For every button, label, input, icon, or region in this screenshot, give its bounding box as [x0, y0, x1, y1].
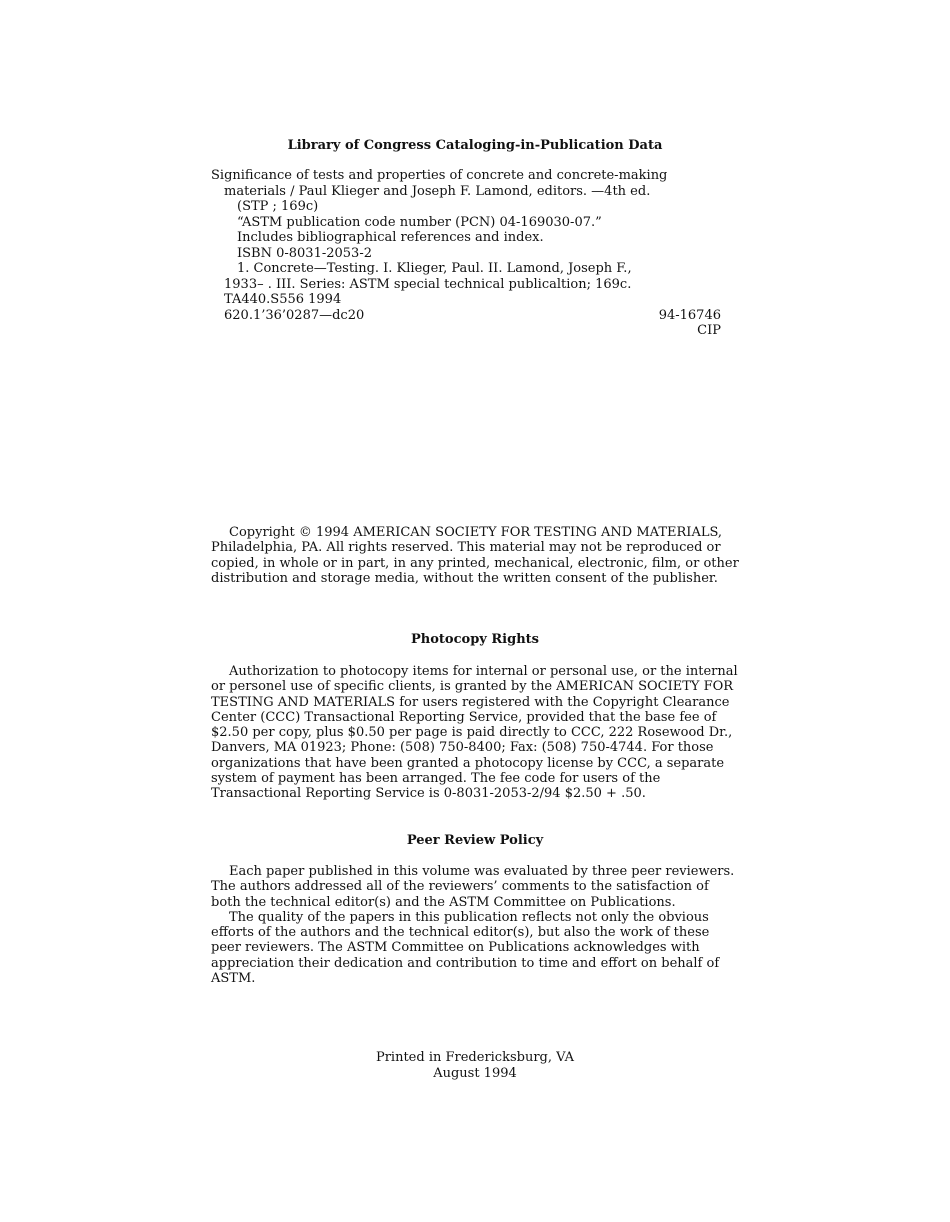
cip-pcn-line: “ASTM publication code number (PCN) 04-169030-07.” [237, 214, 602, 230]
peer-review-paragraph-1: Each paper published in this volume was evaluated by three peer reviewers. The authors addressed all of the reviewers’ comments to the satisfaction of both the technical editor(s) and the ASTM Committee on Publications. [211, 864, 735, 910]
cip-label: CIP [697, 323, 721, 338]
cip-heading: Library of Congress Cataloging-in-Publication Data [287, 138, 663, 153]
peer-review-paragraph-2: The quality of the papers in this publication reflects not only the obvious efforts of the authors and the technical editor(s), but also the work of these peer reviewers. The ASTM Committee on Publications acknowledges with appreciation their dedication and contribution to time and effort on behalf of ASTM. [211, 909, 720, 987]
cip-bibliography-line: Includes bibliographical references and index. [237, 230, 544, 245]
cip-dewey-number: 620.1’36’0287—dc20 [224, 307, 365, 323]
photocopy-text: Authorization to photocopy items for internal or personal use, or the internal or personel use of specific clients, is granted by the AMERICAN SOCIETY FOR TESTING AND MATERIALS for users registered with the Copyright Clearance Center (CCC) Transactional Reporting Service, provided that the base fee of $2.50 per copy, plus $0.50 per page is paid directly to CCC, 222 Rosewood Dr., Danvers, MA 01923; Phone: (508) 750-8400; Fax: (508) 750-4744. For those organizations that have been granted a photocopy license by CCC, a separate system of payment has been arranged. The fee code for users of the Transactional Reporting Service is 0-8031-2053-2/94 $2.50 + .50. [211, 664, 738, 802]
printed-place: Printed in Fredericksburg, VA [375, 1050, 575, 1065]
cip-title-line: Significance of tests and properties of concrete and concrete-making [211, 168, 668, 183]
cip-call-number: TA440.S556 1994 [224, 292, 342, 307]
cip-subjects-line: 1. Concrete—Testing. I. Klieger, Paul. II. Lamond, Joseph F., [237, 261, 632, 276]
printing-info [0, 1050, 950, 1082]
copyright-text: Copyright © 1994 AMERICAN SOCIETY FOR TESTING AND MATERIALS, Philadelphia, PA. All rights reserved. This material may not be reproduced or copied, in whole or in part, in any printed, mechanical, electronic, film, or other distribution and storage media, without the written consent of the publisher. [211, 525, 739, 586]
photocopy-section [211, 664, 742, 802]
cip-label-row [211, 323, 721, 339]
peer-review-heading: Peer Review Policy [406, 833, 544, 848]
peer-review-section [211, 864, 742, 986]
cip-block [211, 168, 721, 339]
cip-series-line: (STP ; 169c) [237, 199, 319, 214]
cip-dewey-row [211, 308, 721, 324]
copyright-notice [211, 525, 742, 586]
photocopy-heading: Photocopy Rights [411, 632, 539, 647]
cip-lccn: 94-16746 [658, 307, 721, 323]
cip-title-line-cont: materials / Paul Klieger and Joseph F. Lamond, editors. —4th ed. [224, 183, 651, 199]
printed-date: August 1994 [433, 1066, 517, 1081]
cip-isbn-line: ISBN 0-8031-2053-2 [237, 245, 372, 261]
cip-subjects-line-cont: 1933– . III. Series: ASTM special technical publicaltion; 169c. [224, 276, 632, 292]
